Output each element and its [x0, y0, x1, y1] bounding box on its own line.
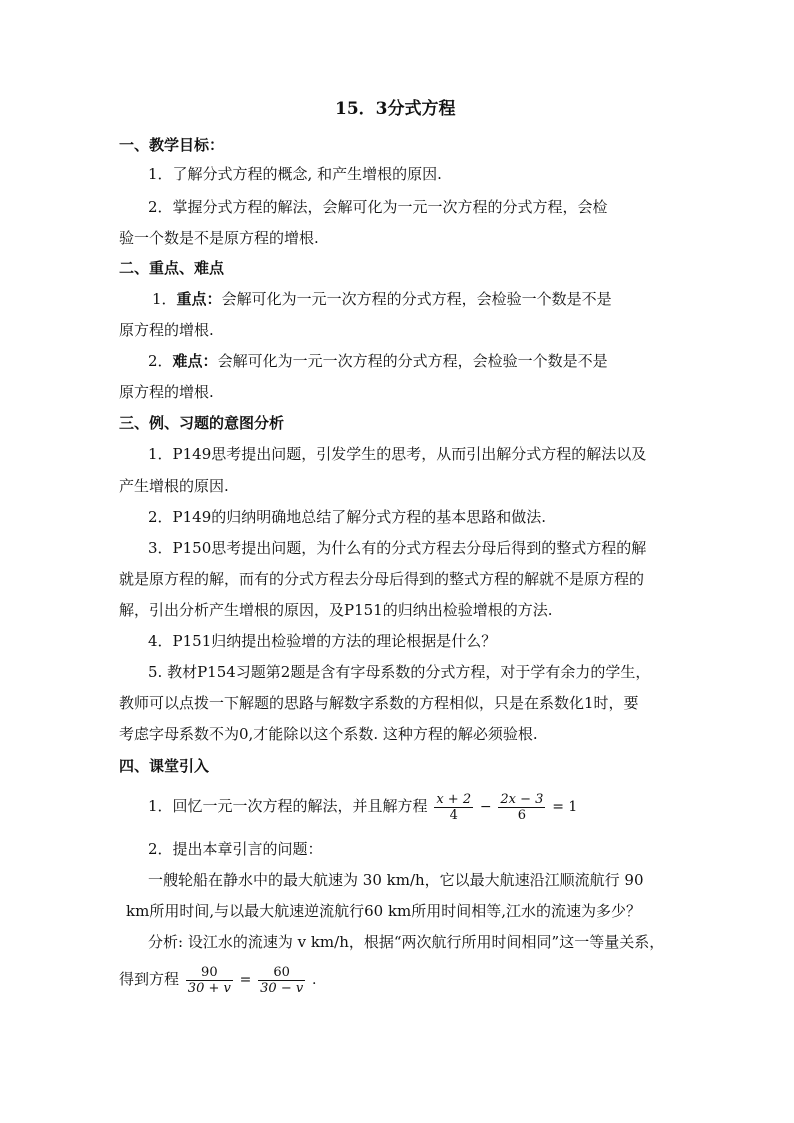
equals-sign: =	[239, 972, 252, 988]
fraction-60-over-30-minus-v	[258, 965, 305, 996]
difficulty-line-2: 原方程的增根.	[119, 383, 214, 401]
minus-sign: −	[479, 799, 492, 815]
numerator: 60	[273, 964, 290, 980]
analysis-text-line-1: 分析: 设江水的流速为 v km/h，根据“两次航行所用时间相同”这一等量关系，	[148, 933, 665, 951]
equals-one: = 1	[552, 799, 578, 815]
intro-2: 2．提出本章引言的问题：	[148, 840, 323, 858]
denominator: 30 + v	[187, 980, 231, 996]
key-point-1-line-1: 1．重点：会解可化为一元一次方程的分式方程，会检验一个数是不是	[152, 290, 612, 308]
analysis-5-line-3: 考虑字母系数不为0,才能除以这个系数. 这种方程的解必须验根.	[119, 725, 538, 743]
section-heading-goals: 一、教学目标：	[119, 136, 225, 154]
difficulty-label: 难点：	[172, 352, 218, 370]
goal-2-line-1: 2．掌握分式方程的解法，会解可化为一元一次方程的分式方程，会检	[148, 198, 608, 216]
numerator: 2x − 3	[500, 791, 544, 807]
intro-1-text: 1．回忆一元一次方程的解法，并且解方程	[148, 797, 428, 815]
goal-2-line-2: 验一个数是不是原方程的增根.	[119, 229, 319, 247]
period: .	[311, 972, 317, 988]
equation-lead-text: 得到方程	[119, 970, 180, 988]
analysis-1-line-2: 产生增根的原因.	[119, 477, 229, 495]
intro-1	[148, 789, 577, 824]
key-point-label: 重点：	[176, 290, 222, 308]
goal-1: 1．了解分式方程的概念, 和产生增根的原因.	[148, 165, 442, 183]
analysis-text-line-2	[119, 962, 316, 997]
key-point-text: 会解可化为一元一次方程的分式方程，会检验一个数是不是	[221, 290, 612, 308]
section-heading-analysis: 三、例、习题的意图分析	[119, 414, 285, 432]
fraction-x-plus-2-over-4	[434, 792, 473, 823]
numerator: x + 2	[436, 791, 472, 807]
problem-line-1: 一艘轮船在静水中的最大航速为 30 km/h，它以最大航速沿江顺流航行 90	[148, 871, 644, 889]
numerator: 90	[201, 964, 218, 980]
key-point-1-line-2: 原方程的增根.	[119, 321, 214, 339]
section-heading-key-points: 二、重点、难点	[119, 259, 225, 277]
analysis-3-line-1: 3．P150思考提出问题，为什么有的分式方程去分母后得到的整式方程的解	[148, 539, 647, 557]
denominator: 30 − v	[260, 980, 304, 996]
fraction-90-over-30-plus-v	[186, 965, 233, 996]
analysis-1-line-1: 1．P149思考提出问题，引发学生的思考，从而引出解分式方程的解法以及	[148, 445, 647, 463]
difficulty-text: 会解可化为一元一次方程的分式方程，会检验一个数是不是	[217, 352, 608, 370]
difficulty-line-1: 2．难点：会解可化为一元一次方程的分式方程，会检验一个数是不是	[148, 352, 608, 370]
section-heading-intro: 四、课堂引入	[119, 757, 210, 775]
analysis-3-line-2: 就是原方程的解，而有的分式方程去分母后得到的整式方程的解就不是原方程的	[119, 570, 645, 588]
analysis-3-line-3: 解，引出分析产生增根的原因，及P151的归纳出检验增根的方法.	[119, 601, 553, 619]
analysis-2: 2．P149的归纳明确地总结了解分式方程的基本思路和做法.	[148, 508, 547, 526]
analysis-5-line-2: 教师可以点拨一下解题的思路与解数字系数的方程相似，只是在系数化1时，要	[119, 694, 639, 712]
fraction-2x-minus-3-over-6	[498, 792, 545, 823]
page-title: 15．3分式方程	[335, 99, 456, 119]
analysis-4: 4．P151归纳提出检验增的方法的理论根据是什么？	[148, 632, 497, 650]
analysis-5-line-1: 5. 教材P154习题第2题是含有字母系数的分式方程，对于学有余力的学生，	[148, 663, 651, 681]
denominator: 4	[434, 807, 473, 823]
problem-line-2: km所用时间,与以最大航速逆流航行60 km所用时间相等,江水的流速为多少？	[126, 902, 642, 920]
denominator: 6	[498, 807, 545, 823]
